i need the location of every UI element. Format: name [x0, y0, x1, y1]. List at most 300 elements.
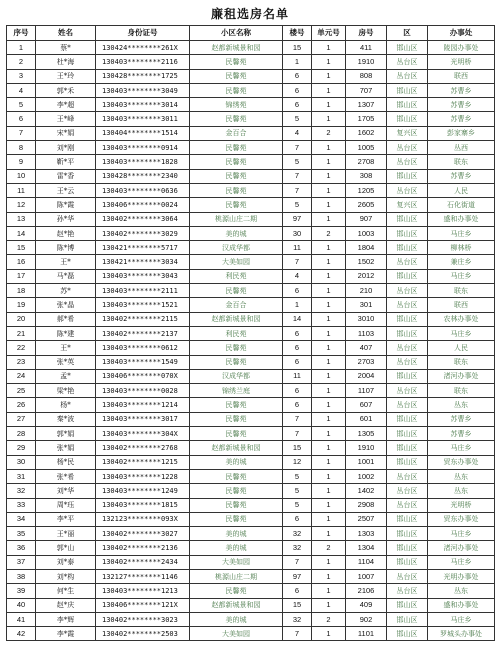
cell-district: 邯山区	[387, 541, 428, 555]
cell-index: 39	[7, 584, 36, 598]
document-page	[6, 3, 494, 641]
cell-name: 王*云	[36, 183, 96, 197]
cell-building: 6	[283, 355, 312, 369]
cell-office: 丛东	[428, 398, 495, 412]
cell-id-number: 132123********093X	[96, 512, 190, 526]
cell-district: 邯山区	[387, 312, 428, 326]
table-row	[7, 112, 495, 126]
cell-name: 李*霞	[36, 627, 96, 641]
cell-office: 马庄乡	[428, 441, 495, 455]
cell-building: 7	[283, 427, 312, 441]
cell-office: 农林办事处	[428, 312, 495, 326]
cell-room: 1305	[346, 427, 387, 441]
table-row	[7, 598, 495, 612]
cell-unit: 1	[312, 326, 346, 340]
cell-id-number: 130403********1214	[96, 398, 190, 412]
table-row	[7, 612, 495, 626]
cell-name: 郭*娟	[36, 427, 96, 441]
cell-id-number: 130403********3014	[96, 98, 190, 112]
cell-community: 民馨苑	[190, 469, 283, 483]
table-row	[7, 255, 495, 269]
cell-district: 丛台区	[387, 255, 428, 269]
cell-district: 邯山区	[387, 369, 428, 383]
table-row	[7, 326, 495, 340]
cell-index: 6	[7, 112, 36, 126]
cell-district: 邯山区	[387, 41, 428, 55]
cell-room: 2004	[346, 369, 387, 383]
cell-name: 蔡*	[36, 41, 96, 55]
cell-unit: 2	[312, 226, 346, 240]
cell-office: 柳林桥	[428, 241, 495, 255]
cell-id-number: 130402********1215	[96, 455, 190, 469]
cell-id-number: 130403********2111	[96, 284, 190, 298]
cell-room: 308	[346, 169, 387, 183]
cell-office: 苏曹乡	[428, 412, 495, 426]
cell-unit: 1	[312, 241, 346, 255]
table-header-row	[7, 26, 495, 41]
cell-room: 1104	[346, 555, 387, 569]
cell-name: 李*辉	[36, 612, 96, 626]
cell-community: 民馨苑	[190, 398, 283, 412]
cell-name: 王*丽	[36, 527, 96, 541]
cell-building: 6	[283, 584, 312, 598]
cell-id-number: 130402********2115	[96, 312, 190, 326]
cell-name: 孟*	[36, 369, 96, 383]
cell-name: 周*珏	[36, 498, 96, 512]
cell-district: 邯山区	[387, 427, 428, 441]
header-building: 楼号	[283, 26, 312, 41]
cell-community: 大美如园	[190, 255, 283, 269]
cell-index: 42	[7, 627, 36, 641]
table-row	[7, 441, 495, 455]
cell-index: 5	[7, 98, 36, 112]
cell-district: 丛台区	[387, 141, 428, 155]
cell-index: 24	[7, 369, 36, 383]
cell-district: 邯山区	[387, 612, 428, 626]
table-row	[7, 126, 495, 140]
cell-district: 邯山区	[387, 83, 428, 97]
cell-room: 1303	[346, 527, 387, 541]
cell-office: 光明办事处	[428, 569, 495, 583]
cell-index: 32	[7, 484, 36, 498]
table-row	[7, 627, 495, 641]
header-id-number: 身份证号	[96, 26, 190, 41]
cell-building: 15	[283, 41, 312, 55]
cell-building: 12	[283, 455, 312, 469]
header-room: 房号	[346, 26, 387, 41]
cell-index: 10	[7, 169, 36, 183]
cell-community: 民馨苑	[190, 112, 283, 126]
cell-id-number: 130403********3049	[96, 83, 190, 97]
cell-office: 马庄乡	[428, 226, 495, 240]
cell-district: 邯山区	[387, 241, 428, 255]
cell-room: 210	[346, 284, 387, 298]
cell-district: 邯山区	[387, 627, 428, 641]
cell-unit: 1	[312, 55, 346, 69]
cell-room: 1910	[346, 55, 387, 69]
cell-office: 苏曹乡	[428, 98, 495, 112]
cell-room: 808	[346, 69, 387, 83]
cell-name: 王*	[36, 255, 96, 269]
cell-name: 赵*庆	[36, 598, 96, 612]
cell-room: 1304	[346, 541, 387, 555]
cell-community: 民馨苑	[190, 155, 283, 169]
cell-building: 7	[283, 183, 312, 197]
cell-office: 贸东办事处	[428, 455, 495, 469]
cell-room: 3010	[346, 312, 387, 326]
cell-office: 联东	[428, 384, 495, 398]
cell-name: 杨*	[36, 398, 96, 412]
cell-room: 2012	[346, 269, 387, 283]
cell-building: 4	[283, 269, 312, 283]
cell-room: 2908	[346, 498, 387, 512]
cell-community: 美的城	[190, 541, 283, 555]
cell-building: 15	[283, 441, 312, 455]
cell-office: 苏曹乡	[428, 83, 495, 97]
cell-name: 何*生	[36, 584, 96, 598]
cell-id-number: 130403********3017	[96, 412, 190, 426]
cell-room: 1307	[346, 98, 387, 112]
cell-unit: 1	[312, 441, 346, 455]
cell-district: 丛台区	[387, 155, 428, 169]
cell-community: 美的城	[190, 226, 283, 240]
cell-id-number: 130428********1725	[96, 69, 190, 83]
cell-index: 16	[7, 255, 36, 269]
cell-room: 1402	[346, 484, 387, 498]
cell-room: 411	[346, 41, 387, 55]
table-row	[7, 83, 495, 97]
cell-id-number: 130403********1249	[96, 484, 190, 498]
cell-office: 苏曹乡	[428, 169, 495, 183]
cell-building: 5	[283, 469, 312, 483]
table-row	[7, 541, 495, 555]
cell-community: 民馨苑	[190, 412, 283, 426]
cell-room: 1602	[346, 126, 387, 140]
cell-id-number: 130403********1828	[96, 155, 190, 169]
table-row	[7, 55, 495, 69]
cell-district: 丛台区	[387, 398, 428, 412]
table-row	[7, 584, 495, 598]
cell-index: 38	[7, 569, 36, 583]
cell-community: 民馨苑	[190, 427, 283, 441]
cell-name: 刘*构	[36, 569, 96, 583]
cell-community: 锦绣兰庭	[190, 384, 283, 398]
cell-community: 赵都新城景和园	[190, 41, 283, 55]
cell-building: 6	[283, 83, 312, 97]
table-row	[7, 555, 495, 569]
cell-id-number: 130403********0914	[96, 141, 190, 155]
cell-unit: 1	[312, 98, 346, 112]
cell-office: 贸东办事处	[428, 512, 495, 526]
cell-index: 3	[7, 69, 36, 83]
cell-id-number: 130404********1514	[96, 126, 190, 140]
cell-name: 雷*香	[36, 169, 96, 183]
cell-name: 张*娟	[36, 441, 96, 455]
cell-index: 26	[7, 398, 36, 412]
cell-community: 利民苑	[190, 269, 283, 283]
cell-office: 联西	[428, 298, 495, 312]
cell-name: 王*	[36, 341, 96, 355]
table-row	[7, 141, 495, 155]
table-row	[7, 455, 495, 469]
cell-building: 5	[283, 155, 312, 169]
cell-building: 5	[283, 484, 312, 498]
cell-building: 5	[283, 498, 312, 512]
cell-index: 40	[7, 598, 36, 612]
cell-name: 马*磊	[36, 269, 96, 283]
cell-community: 桃源山庄二期	[190, 569, 283, 583]
cell-community: 民馨苑	[190, 141, 283, 155]
cell-unit: 1	[312, 83, 346, 97]
cell-community: 桃源山庄二期	[190, 212, 283, 226]
cell-community: 金百合	[190, 126, 283, 140]
cell-room: 1205	[346, 183, 387, 197]
cell-id-number: 130402********2768	[96, 441, 190, 455]
cell-index: 20	[7, 312, 36, 326]
cell-office: 人民	[428, 341, 495, 355]
cell-office: 丛东	[428, 469, 495, 483]
cell-room: 1003	[346, 226, 387, 240]
cell-unit: 1	[312, 355, 346, 369]
cell-index: 1	[7, 41, 36, 55]
cell-index: 23	[7, 355, 36, 369]
cell-building: 5	[283, 112, 312, 126]
cell-name: 张*英	[36, 355, 96, 369]
cell-room: 1005	[346, 141, 387, 155]
table-row	[7, 284, 495, 298]
cell-building: 32	[283, 612, 312, 626]
table-row	[7, 498, 495, 512]
cell-building: 7	[283, 555, 312, 569]
cell-unit: 1	[312, 584, 346, 598]
cell-id-number: 130403********0636	[96, 183, 190, 197]
cell-room: 1502	[346, 255, 387, 269]
cell-name: 李*超	[36, 98, 96, 112]
table-row	[7, 427, 495, 441]
cell-district: 邯山区	[387, 412, 428, 426]
table-row	[7, 183, 495, 197]
table-row	[7, 241, 495, 255]
cell-unit: 1	[312, 527, 346, 541]
cell-room: 2507	[346, 512, 387, 526]
cell-unit: 1	[312, 298, 346, 312]
cell-building: 11	[283, 241, 312, 255]
table-row	[7, 398, 495, 412]
cell-community: 大美如园	[190, 627, 283, 641]
cell-community: 民馨苑	[190, 83, 283, 97]
cell-unit: 1	[312, 69, 346, 83]
header-name: 姓名	[36, 26, 96, 41]
cell-community: 美的城	[190, 455, 283, 469]
cell-id-number: 130403********2116	[96, 55, 190, 69]
cell-community: 美的城	[190, 527, 283, 541]
cell-office: 马庄乡	[428, 269, 495, 283]
cell-building: 6	[283, 512, 312, 526]
cell-unit: 1	[312, 198, 346, 212]
cell-district: 复兴区	[387, 198, 428, 212]
cell-index: 29	[7, 441, 36, 455]
cell-room: 607	[346, 398, 387, 412]
cell-id-number: 130424********261X	[96, 41, 190, 55]
cell-unit: 1	[312, 498, 346, 512]
cell-unit: 1	[312, 183, 346, 197]
cell-building: 6	[283, 341, 312, 355]
cell-building: 7	[283, 255, 312, 269]
cell-community: 民馨苑	[190, 484, 283, 498]
cell-community: 民馨苑	[190, 198, 283, 212]
cell-district: 邯山区	[387, 555, 428, 569]
cell-id-number: 130406********0024	[96, 198, 190, 212]
cell-id-number: 130403********1549	[96, 355, 190, 369]
cell-unit: 1	[312, 155, 346, 169]
table-row	[7, 341, 495, 355]
cell-community: 赵都新城景和园	[190, 598, 283, 612]
cell-index: 14	[7, 226, 36, 240]
cell-community: 汉成华都	[190, 241, 283, 255]
cell-name: 梁*艳	[36, 384, 96, 398]
cell-id-number: 130402********2434	[96, 555, 190, 569]
cell-index: 11	[7, 183, 36, 197]
cell-id-number: 130421********5717	[96, 241, 190, 255]
cell-index: 13	[7, 212, 36, 226]
cell-id-number: 130403********304X	[96, 427, 190, 441]
table-row	[7, 41, 495, 55]
cell-building: 6	[283, 98, 312, 112]
cell-building: 32	[283, 527, 312, 541]
cell-id-number: 130403********0028	[96, 384, 190, 398]
cell-id-number: 130402********3027	[96, 527, 190, 541]
cell-community: 赵都新城景和园	[190, 441, 283, 455]
cell-room: 601	[346, 412, 387, 426]
cell-district: 邯山区	[387, 212, 428, 226]
cell-index: 35	[7, 527, 36, 541]
cell-unit: 1	[312, 141, 346, 155]
table-row	[7, 155, 495, 169]
cell-district: 丛台区	[387, 498, 428, 512]
cell-unit: 1	[312, 341, 346, 355]
cell-office: 联东	[428, 284, 495, 298]
housing-list-table	[6, 25, 495, 641]
cell-name: 李*平	[36, 512, 96, 526]
cell-building: 4	[283, 126, 312, 140]
cell-district: 邯山区	[387, 269, 428, 283]
cell-index: 9	[7, 155, 36, 169]
cell-building: 15	[283, 598, 312, 612]
cell-building: 6	[283, 326, 312, 340]
cell-name: 张*希	[36, 469, 96, 483]
cell-id-number: 130403********1521	[96, 298, 190, 312]
cell-name: 赵*艳	[36, 226, 96, 240]
cell-id-number: 130428********2340	[96, 169, 190, 183]
cell-building: 6	[283, 284, 312, 298]
cell-index: 8	[7, 141, 36, 155]
cell-name: 陈*博	[36, 241, 96, 255]
table-row	[7, 198, 495, 212]
table-row	[7, 298, 495, 312]
cell-district: 丛台区	[387, 298, 428, 312]
header-district: 区	[387, 26, 428, 41]
cell-index: 15	[7, 241, 36, 255]
table-row	[7, 269, 495, 283]
table-row	[7, 569, 495, 583]
cell-office: 苏曹乡	[428, 112, 495, 126]
cell-id-number: 130403********1815	[96, 498, 190, 512]
cell-name: 王*峰	[36, 112, 96, 126]
cell-unit: 1	[312, 312, 346, 326]
cell-index: 37	[7, 555, 36, 569]
cell-unit: 1	[312, 512, 346, 526]
cell-name: 郭*禾	[36, 83, 96, 97]
cell-building: 7	[283, 412, 312, 426]
cell-room: 1107	[346, 384, 387, 398]
cell-index: 25	[7, 384, 36, 398]
cell-id-number: 130403********0612	[96, 341, 190, 355]
cell-room: 907	[346, 212, 387, 226]
cell-district: 丛台区	[387, 69, 428, 83]
cell-community: 民馨苑	[190, 355, 283, 369]
cell-office: 渚河办事处	[428, 541, 495, 555]
cell-id-number: 130421********3034	[96, 255, 190, 269]
cell-name: 刘*华	[36, 484, 96, 498]
cell-community: 民馨苑	[190, 512, 283, 526]
cell-unit: 1	[312, 398, 346, 412]
table-row	[7, 412, 495, 426]
cell-name: 靳*平	[36, 155, 96, 169]
cell-room: 1804	[346, 241, 387, 255]
cell-index: 33	[7, 498, 36, 512]
cell-community: 大美如园	[190, 555, 283, 569]
table-row	[7, 527, 495, 541]
cell-community: 赵都新城景和园	[190, 312, 283, 326]
cell-index: 22	[7, 341, 36, 355]
cell-district: 邯山区	[387, 441, 428, 455]
cell-id-number: 130403********1228	[96, 469, 190, 483]
cell-id-number: 130402********3029	[96, 226, 190, 240]
cell-building: 30	[283, 226, 312, 240]
cell-building: 5	[283, 198, 312, 212]
cell-office: 渚河办事处	[428, 369, 495, 383]
table-row	[7, 369, 495, 383]
cell-building: 97	[283, 212, 312, 226]
cell-unit: 1	[312, 598, 346, 612]
cell-building: 32	[283, 541, 312, 555]
cell-unit: 1	[312, 255, 346, 269]
cell-id-number: 130406********121X	[96, 598, 190, 612]
cell-office: 人民	[428, 183, 495, 197]
cell-index: 41	[7, 612, 36, 626]
cell-district: 邯山区	[387, 512, 428, 526]
cell-name: 郭*山	[36, 541, 96, 555]
cell-office: 盛和办事处	[428, 212, 495, 226]
cell-unit: 1	[312, 269, 346, 283]
cell-room: 902	[346, 612, 387, 626]
header-community: 小区名称	[190, 26, 283, 41]
cell-name: 宋*娟	[36, 126, 96, 140]
cell-building: 7	[283, 141, 312, 155]
cell-district: 邯山区	[387, 98, 428, 112]
cell-unit: 2	[312, 126, 346, 140]
cell-district: 丛台区	[387, 55, 428, 69]
cell-district: 邯山区	[387, 455, 428, 469]
cell-index: 36	[7, 541, 36, 555]
table-row	[7, 384, 495, 398]
cell-building: 7	[283, 627, 312, 641]
cell-building: 1	[283, 298, 312, 312]
cell-district: 丛台区	[387, 484, 428, 498]
cell-office: 马庄乡	[428, 527, 495, 541]
cell-district: 丛台区	[387, 469, 428, 483]
table-row	[7, 312, 495, 326]
